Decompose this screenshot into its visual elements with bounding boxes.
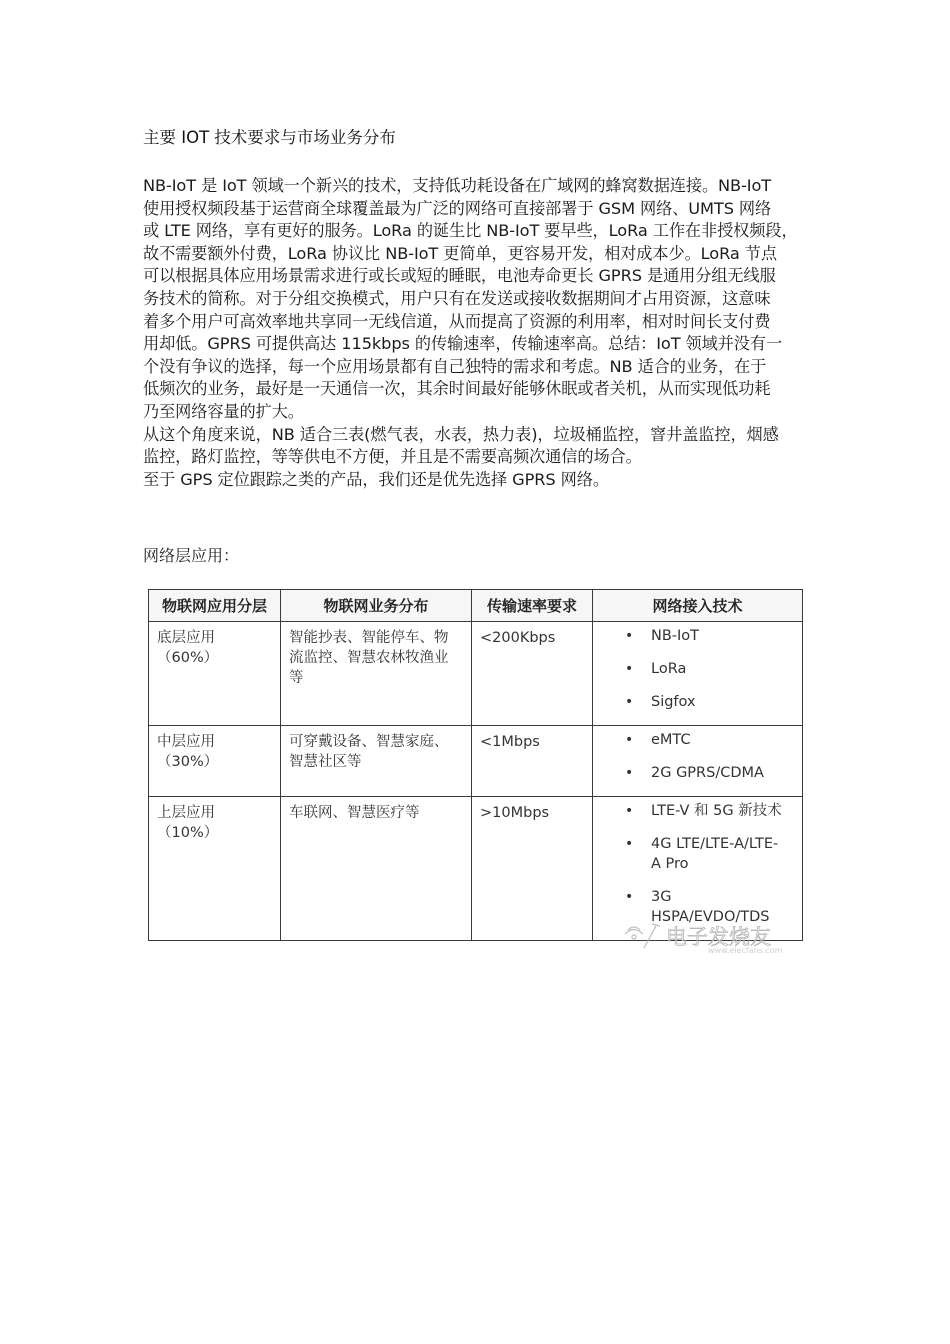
business-text: 车联网、智慧医疗等 xyxy=(289,805,420,821)
paragraph-line: 至于 GPS 定位跟踪之类的产品，我们还是优先选择 GPRS 网络。 xyxy=(143,469,609,489)
paragraph-line: 使用授权频段基于运营商全球覆盖最为广泛的网络可直接部署于 GSM 网络、UMTS 网络 xyxy=(143,198,772,218)
paragraph-line: 用却低。GPRS 可提供高达 115kbps 的传输速率，传输速率高。总结：IoT 领域并没有一 xyxy=(143,334,783,354)
bullet-icon: • xyxy=(625,889,634,905)
tech-list xyxy=(593,726,802,783)
rate-text: <1Mbps xyxy=(480,734,540,750)
layer-text: 中层应用 xyxy=(157,734,215,750)
tech-list-item xyxy=(593,763,802,783)
layer-text: 上层应用 xyxy=(157,805,215,821)
paragraph-line: 或 LTE 网络，享有更好的服务。LoRa 的诞生比 NB-IoT 要早些，LoRa 工作在非授权频段， xyxy=(143,221,798,241)
rate-text: <200Kbps xyxy=(480,630,556,646)
section-label: 网络层应用： xyxy=(143,546,240,565)
cell-business xyxy=(281,726,472,797)
table-row xyxy=(149,797,803,941)
cell-rate xyxy=(472,797,593,941)
paragraph-line: 个没有争议的选择，每一个应用场景都有自己独特的需求和考虑。NB 适合的业务，在于 xyxy=(143,356,767,376)
page-title: 主要 IOT 技术要求与市场业务分布 xyxy=(143,128,396,147)
table-row xyxy=(149,726,803,797)
cell-layer xyxy=(149,726,281,797)
watermark-text: 电子发烧友 xyxy=(666,925,771,949)
business-text: 智慧社区等 xyxy=(289,754,362,770)
tech-list-item xyxy=(593,659,802,679)
business-text: 流监控、智慧农林牧渔业 xyxy=(289,650,449,666)
watermark-icon xyxy=(625,924,660,948)
header-rate: 传输速率要求 xyxy=(472,590,593,622)
iot-layers-table xyxy=(148,589,803,941)
cell-rate xyxy=(472,726,593,797)
header-layer: 物联网应用分层 xyxy=(149,590,281,622)
layer-text: 底层应用 xyxy=(157,630,215,646)
tech-text: eMTC xyxy=(651,732,691,748)
tech-text: HSPA/EVDO/TDS xyxy=(651,909,770,925)
header-business: 物联网业务分布 xyxy=(281,590,472,622)
tech-text: LTE-V 和 5G 新技术 xyxy=(651,803,782,819)
business-text: 可穿戴设备、智慧家庭、 xyxy=(289,734,449,750)
layer-text: （30%） xyxy=(157,754,219,770)
paragraph-line: 低频次的业务，最好是一天通信一次，其余时间最好能够休眠或者关机，从而实现低功耗 xyxy=(143,379,771,399)
watermark-logo xyxy=(622,920,808,956)
body-paragraph xyxy=(143,175,823,491)
table-header-row xyxy=(149,590,803,622)
tech-list-item xyxy=(593,626,802,646)
iot-layers-table-wrapper xyxy=(148,589,802,941)
business-text: 智能抄表、智能停车、物 xyxy=(289,630,449,646)
cell-business xyxy=(281,622,472,726)
layer-text: （60%） xyxy=(157,650,219,666)
paragraph-line: 故不需要额外付费，LoRa 协议比 NB-IoT 更简单，更容易开发，相对成本少。LoRa 节点 xyxy=(143,243,777,263)
tech-list xyxy=(593,797,802,927)
tech-list-item xyxy=(593,730,802,750)
bullet-icon: • xyxy=(625,765,634,781)
cell-tech xyxy=(593,726,803,797)
tech-list-item xyxy=(593,834,802,874)
tech-text: A Pro xyxy=(651,856,689,872)
bullet-icon: • xyxy=(625,694,634,710)
cell-layer xyxy=(149,622,281,726)
header-tech: 网络接入技术 xyxy=(593,590,803,622)
tech-text: Sigfox xyxy=(651,694,696,710)
cell-rate xyxy=(472,622,593,726)
cell-tech xyxy=(593,622,803,726)
paragraph-line: NB-IoT 是 IoT 领域一个新兴的技术，支持低功耗设备在广域网的蜂窝数据连接。NB-IoT xyxy=(143,176,772,195)
bullet-icon: • xyxy=(625,803,634,819)
paragraph-line: 可以根据具体应用场景需求进行或长或短的睡眠，电池寿命更长 GPRS 是通用分组无线服 xyxy=(143,266,776,286)
rate-text: >10Mbps xyxy=(480,805,550,821)
tech-text: 2G GPRS/CDMA xyxy=(651,765,764,781)
bullet-icon: • xyxy=(625,661,634,677)
paragraph-line: 乃至网络容量的扩大。 xyxy=(143,401,304,421)
bullet-icon: • xyxy=(625,628,634,644)
bullet-icon: • xyxy=(625,836,634,852)
bullet-icon: • xyxy=(625,732,634,748)
paragraph-line: 务技术的简称。对于分组交换模式，用户只有在发送或接收数据期间才占用资源，这意味 xyxy=(143,288,771,308)
cell-business xyxy=(281,797,472,941)
tech-text: NB-IoT xyxy=(651,628,700,644)
cell-tech xyxy=(593,797,803,941)
watermark-url: www.elecfans.com xyxy=(708,946,783,955)
tech-list-item xyxy=(593,692,802,712)
table-row xyxy=(149,622,803,726)
paragraph-line: 从这个角度来说，NB 适合三表(燃气表，水表，热力表)，垃圾桶监控，窨井盖监控，烟感 xyxy=(143,424,779,444)
tech-text: 3G xyxy=(651,889,672,905)
cell-layer xyxy=(149,797,281,941)
tech-text: 4G LTE/LTE-A/LTE- xyxy=(651,836,779,852)
paragraph-line: 着多个用户可高效率地共享同一无线信道，从而提高了资源的利用率，相对时间长支付费 xyxy=(143,311,771,331)
business-text: 等 xyxy=(289,670,304,686)
tech-text: LoRa xyxy=(651,661,687,677)
tech-list-item xyxy=(593,801,802,821)
layer-text: （10%） xyxy=(157,825,219,841)
paragraph-line: 监控，路灯监控，等等供电不方便，并且是不需要高频次通信的场合。 xyxy=(143,447,642,467)
tech-list xyxy=(593,622,802,712)
